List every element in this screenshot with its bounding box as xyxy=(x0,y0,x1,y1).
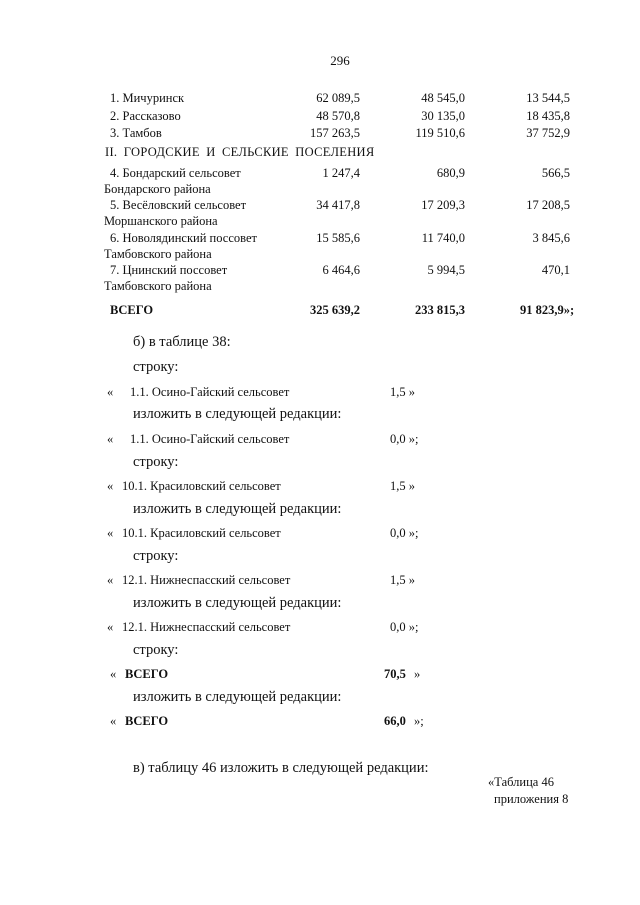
quote-text: 12.1. Нижнеспасский сельсовет xyxy=(122,620,291,634)
row-value: 5 994,5 xyxy=(427,263,465,277)
row-name: 4. Бондарский сельсовет xyxy=(110,166,241,180)
row-name: 3. Тамбов xyxy=(110,126,162,140)
quote-close: »; xyxy=(414,714,424,728)
row-name-cont: Бондарского района xyxy=(104,182,211,196)
quote-text: 10.1. Красиловский сельсовет xyxy=(122,479,281,493)
table-reference-cont: приложения 8 xyxy=(494,792,569,806)
row-value: 34 417,8 xyxy=(316,198,360,212)
total-label: ВСЕГО xyxy=(110,303,154,317)
row-name-cont: Тамбовского района xyxy=(104,247,212,261)
quote-value: 1,5 » xyxy=(390,573,415,587)
page-number: 296 xyxy=(330,53,350,68)
row-value: 13 544,5 xyxy=(526,91,570,105)
total-value: 91 823,9»; xyxy=(520,303,575,317)
instruction-line: строку: xyxy=(133,548,179,564)
section-header: II. ГОРОДСКИЕ И СЕЛЬСКИЕ ПОСЕЛЕНИЯ xyxy=(105,145,375,159)
quote-open: « xyxy=(107,620,114,634)
quote-value: 66,0 xyxy=(384,714,406,728)
row-value: 11 740,0 xyxy=(421,231,465,245)
quote-value: 1,5 » xyxy=(390,479,415,493)
quote-text: ВСЕГО xyxy=(125,667,169,681)
total-value: 233 815,3 xyxy=(415,303,465,317)
quote-open: « xyxy=(107,479,114,493)
quote-text: ВСЕГО xyxy=(125,714,169,728)
quote-close: » xyxy=(414,667,421,681)
section-b-heading: б) в таблице 38: xyxy=(133,334,231,350)
row-value: 30 135,0 xyxy=(421,109,465,123)
quote-open: « xyxy=(107,432,114,446)
row-value: 3 845,6 xyxy=(532,231,570,245)
instruction-line: строку: xyxy=(133,359,179,375)
quote-value: 0,0 »; xyxy=(390,620,419,634)
section-c-heading: в) таблицу 46 изложить в следующей редакции: xyxy=(133,760,429,776)
quote-value: 70,5 xyxy=(384,667,406,681)
row-value: 1 247,4 xyxy=(322,166,360,180)
instruction-line: изложить в следующей редакции: xyxy=(133,689,342,705)
row-value: 157 263,5 xyxy=(310,126,360,140)
quote-open: « xyxy=(107,385,114,399)
row-value: 119 510,6 xyxy=(415,126,465,140)
row-value: 48 570,8 xyxy=(316,109,360,123)
quote-open: « xyxy=(110,667,117,681)
quote-value: 0,0 »; xyxy=(390,432,419,446)
row-value: 15 585,6 xyxy=(316,231,360,245)
row-value: 18 435,8 xyxy=(526,109,570,123)
row-value: 470,1 xyxy=(541,263,570,277)
total-value: 325 639,2 xyxy=(310,303,360,317)
quote-text: 12.1. Нижнеспасский сельсовет xyxy=(122,573,291,587)
row-name: 2. Рассказово xyxy=(110,109,181,123)
quote-open: « xyxy=(110,714,117,728)
table-reference: «Таблица 46 xyxy=(488,775,554,789)
instruction-line: строку: xyxy=(133,642,179,658)
row-value: 62 089,5 xyxy=(316,91,360,105)
row-name-cont: Тамбовского района xyxy=(104,279,212,293)
row-value: 37 752,9 xyxy=(526,126,570,140)
quote-open: « xyxy=(107,573,114,587)
row-name: 5. Весёловский сельсовет xyxy=(110,198,247,212)
quote-text: 10.1. Красиловский сельсовет xyxy=(122,526,281,540)
row-value: 680,9 xyxy=(436,166,465,180)
instruction-line: строку: xyxy=(133,454,179,470)
quote-text: 1.1. Осино-Гайский сельсовет xyxy=(130,432,290,446)
row-name: 6. Новолядинский поссовет xyxy=(110,231,257,245)
row-value: 6 464,6 xyxy=(322,263,360,277)
quote-value: 0,0 »; xyxy=(390,526,419,540)
instruction-line: изложить в следующей редакции: xyxy=(133,595,342,611)
instruction-line: изложить в следующей редакции: xyxy=(133,406,342,422)
instruction-line: изложить в следующей редакции: xyxy=(133,501,342,517)
row-name: 7. Цнинский поссовет xyxy=(110,263,228,277)
row-value: 17 209,3 xyxy=(421,198,465,212)
row-name: 1. Мичуринск xyxy=(110,91,185,105)
quote-text: 1.1. Осино-Гайский сельсовет xyxy=(130,385,290,399)
row-name-cont: Моршанского района xyxy=(104,214,218,228)
quote-open: « xyxy=(107,526,114,540)
quote-value: 1,5 » xyxy=(390,385,415,399)
row-value: 48 545,0 xyxy=(421,91,465,105)
row-value: 566,5 xyxy=(541,166,570,180)
row-value: 17 208,5 xyxy=(526,198,570,212)
